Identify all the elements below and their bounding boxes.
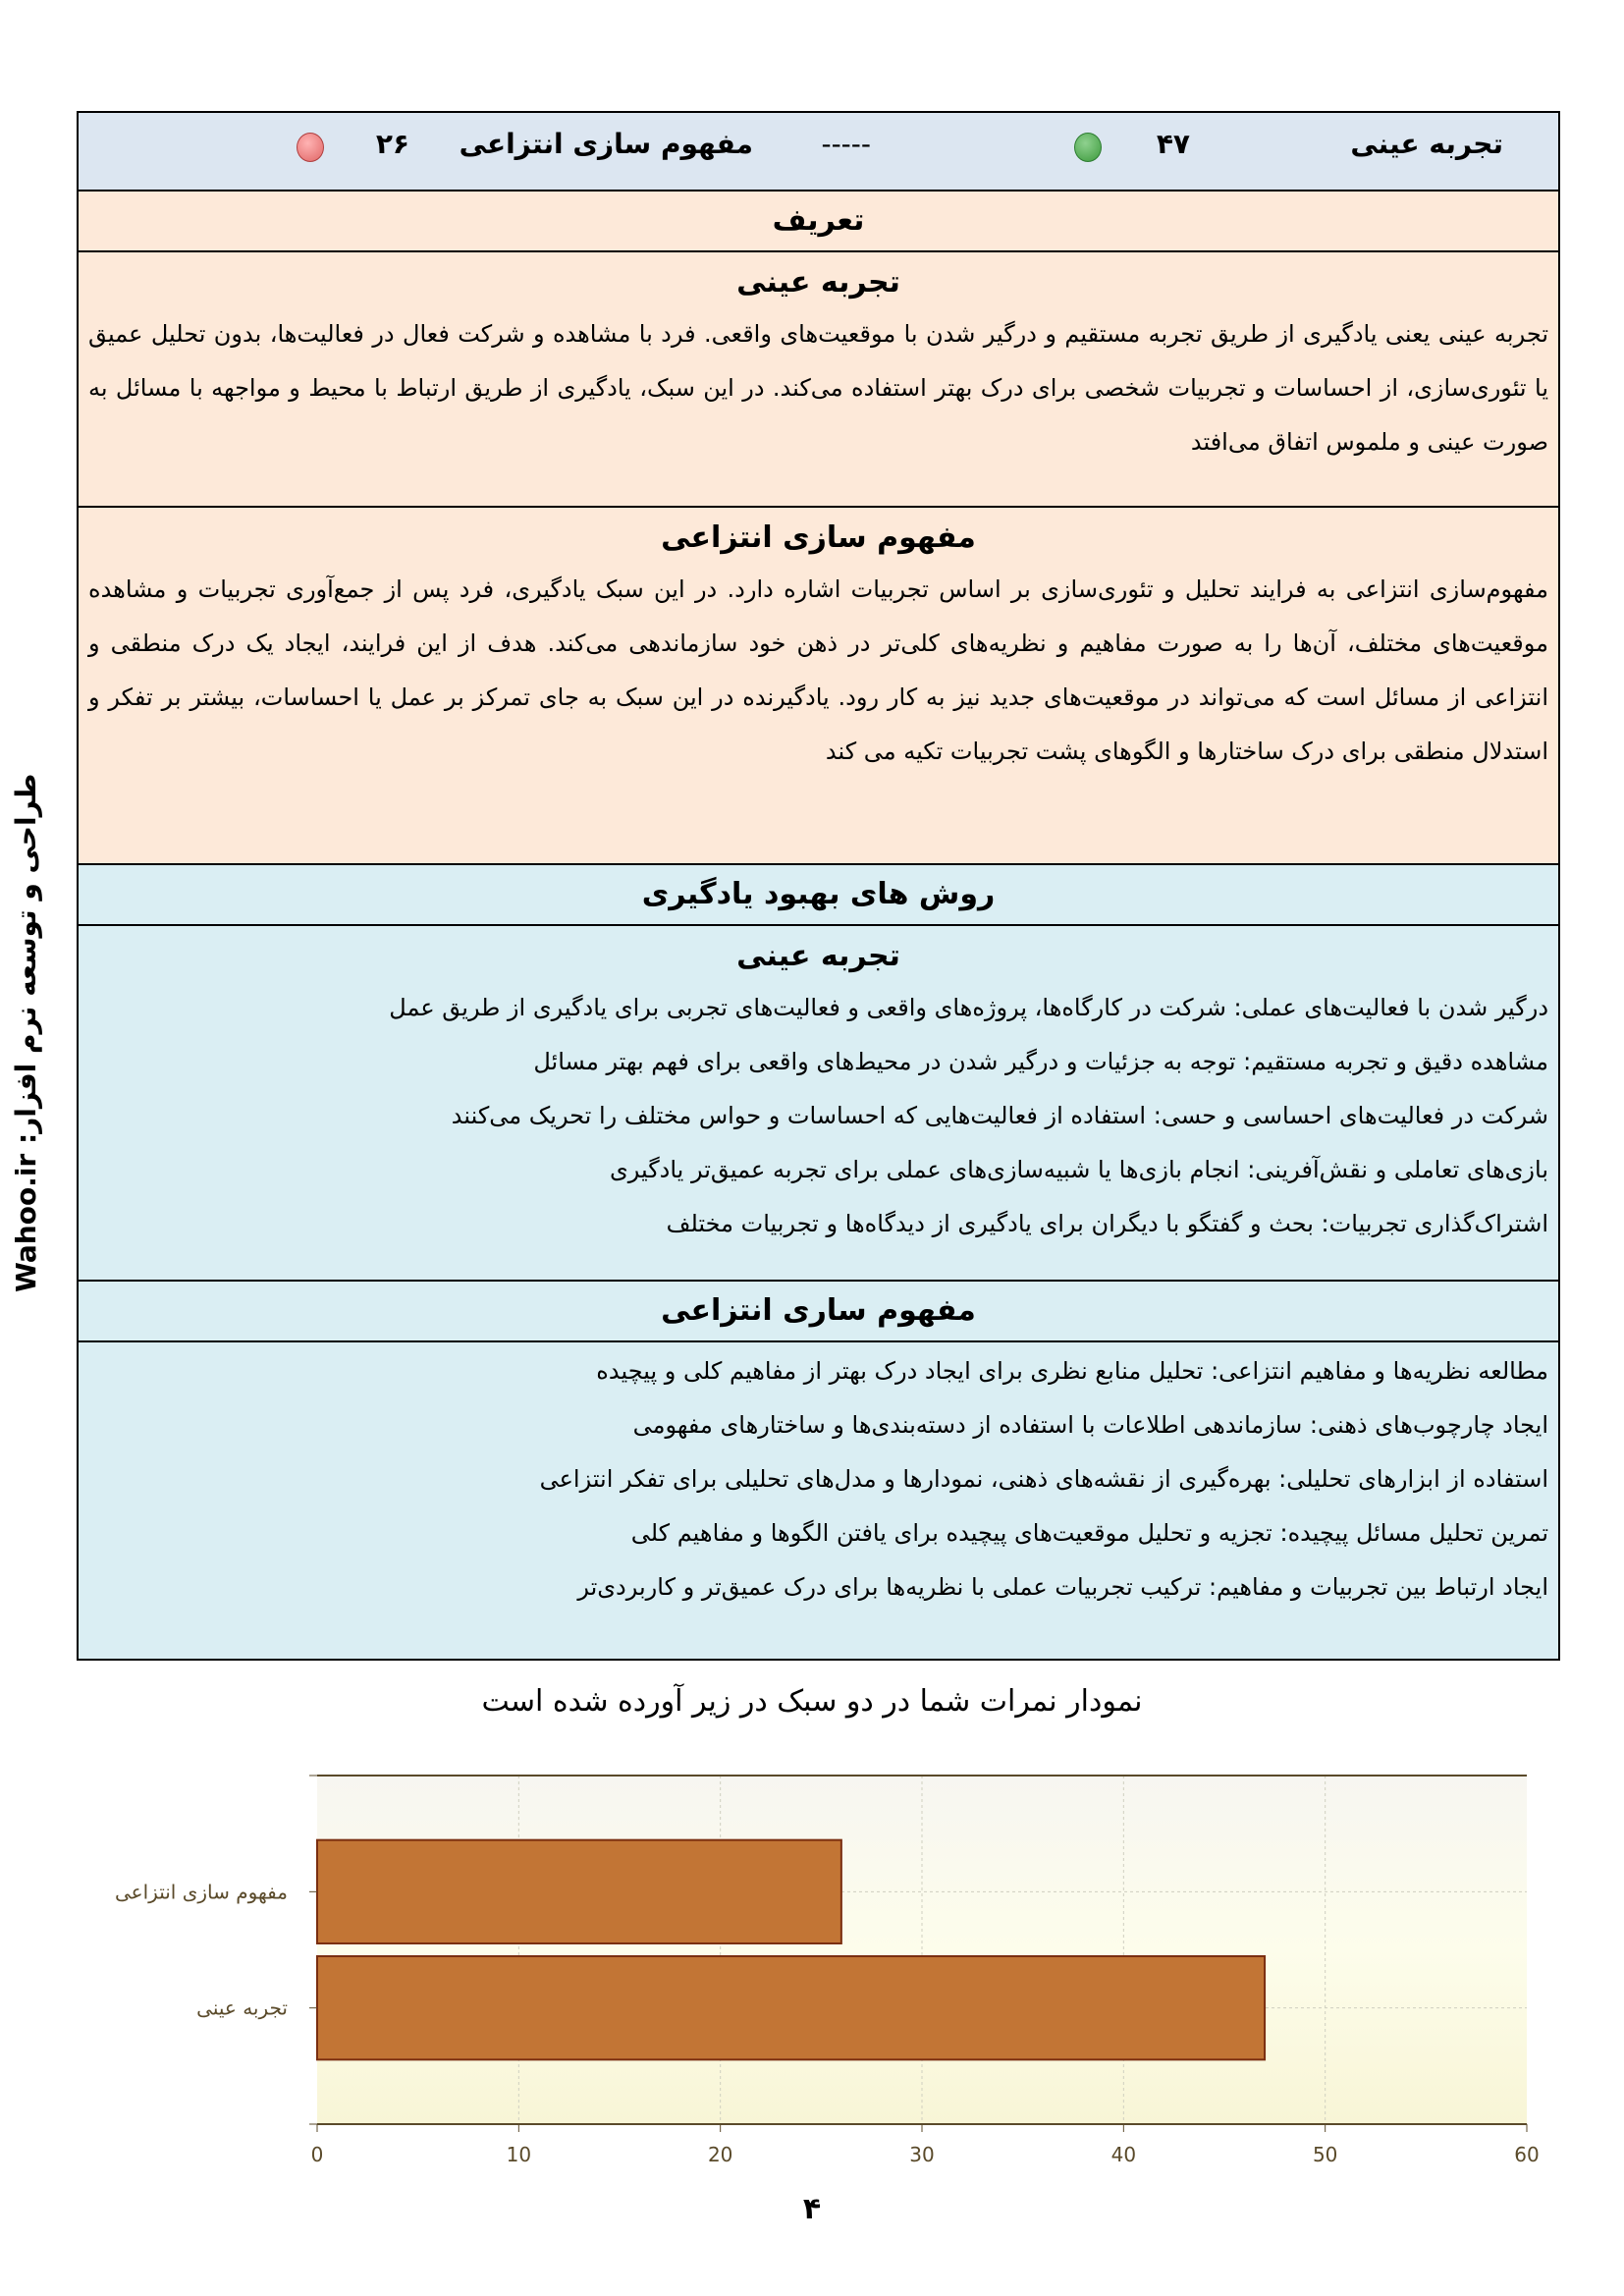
definition-concrete xyxy=(79,252,1558,508)
results-table xyxy=(77,111,1560,1661)
list-item: مشاهده دقیق و تجربه مستقیم: توجه به جزئیات و درگیر شدن در محیط‌های واقعی برای فهم بهتر مسائل xyxy=(533,1048,1548,1075)
x-tick-label: 0 xyxy=(310,2143,324,2166)
chart-title: نمودار نمرات شما در دو سبک در زیر آورده شده است xyxy=(481,1684,1143,1719)
section-heading: تجربه عینی xyxy=(736,265,900,300)
methods-concrete xyxy=(79,926,1558,1282)
list-item: مطالعه نظریه‌ها و مفاهیم انتزاعی: تحلیل منابع نظری برای ایجاد درک بهتر از مفاهیم کلی و پیچیده xyxy=(596,1357,1548,1385)
bar xyxy=(317,1956,1265,2059)
list-item: استفاده از ابزارهای تحلیلی: بهره‌گیری از نقشه‌های ذهنی، نمودارها و مدل‌های تحلیلی برای تفکر انتزاعی xyxy=(539,1465,1548,1493)
list-item: تمرین تحلیل مسائل پیچیده: تجزیه و تحلیل موقعیت‌های پیچیده برای یافتن الگوها و مفاهیم کلی xyxy=(630,1519,1548,1547)
style1-score: ۴۷ xyxy=(1156,128,1190,160)
x-tick-label: 50 xyxy=(1312,2143,1338,2166)
x-tick-label: 40 xyxy=(1110,2143,1137,2166)
separator: ----- xyxy=(821,128,871,160)
status-dot-red-icon xyxy=(297,133,324,162)
score-header xyxy=(79,113,1558,191)
y-tick-label: تجربه عینی xyxy=(196,1995,288,2020)
x-tick-label: 20 xyxy=(707,2143,733,2166)
section-heading: مفهوم سازی انتزاعی xyxy=(661,520,976,555)
list-item: درگیر شدن با فعالیت‌های عملی: شرکت در کارگاه‌ها، پروژه‌های واقعی و فعالیت‌های تجربی برای یادگیری از طریق عمل xyxy=(389,994,1548,1021)
credit-text: طراحی و توسعه نرم افزار: Wahoo.ir xyxy=(10,773,42,1292)
x-tick-label: 30 xyxy=(909,2143,935,2166)
page-number: ۴ xyxy=(802,2192,822,2226)
methods-abstract xyxy=(79,1342,1558,1659)
x-tick-label: 10 xyxy=(506,2143,532,2166)
style1-label: تجربه عینی xyxy=(1350,128,1503,160)
style2-label: مفهوم سازی انتزاعی xyxy=(459,128,753,160)
list-item: شرکت در فعالیت‌های احساسی و حسی: استفاده از فعالیت‌هایی که احساسات و حواس مختلف را تحریک می‌کنند xyxy=(451,1102,1548,1129)
list-item: بازی‌های تعاملی و نقش‌آفرینی: انجام بازی‌ها یا شبیه‌سازی‌های عملی برای تجربه عمیق‌تر یادگیری xyxy=(609,1156,1548,1183)
methods-abstract-title: مفهوم ساری انتزاعی xyxy=(79,1282,1558,1342)
section-text: تجربه عینی یعنی یادگیری از طریق تجربه مستقیم و درگیر شدن با موقعیت‌های واقعی. فرد با مشاهده و شرکت فعال در فعالیت‌ها، بدون تحلیل عمیق یا تئوری‌سازی، از احساسات و تجربیات شخصی برای درک بهتر استفاده می‌کند. در این سبک، یادگیری از طریق ارتباط با محیط و مواجهه با مسائل به صورت عینی و ملموس اتفاق می‌افتد xyxy=(88,320,1548,456)
status-dot-green-icon xyxy=(1074,133,1102,162)
list-item: اشتراک‌گذاری تجربیات: بحث و گفتگو با دیگران برای یادگیری از دیدگاه‌ها و تجربیات مختلف xyxy=(666,1210,1548,1237)
section-text: مفهوم‌سازی انتزاعی به فرایند تحلیل و تئوری‌سازی بر اساس تجربیات اشاره دارد. در این سبک یادگیری، فرد پس از جمع‌آوری تجربیات و مشاهده موقعیت‌های مختلف، آن‌ها را به صورت مفاهیم و نظریه‌های کلی‌تر در ذهن خود سازماندهی می‌کند. هدف از این فرایند، ایجاد یک درک منطقی و انتزاعی از مسائل است که می‌تواند در موقعیت‌های جدید نیز به کار رود. یادگیرنده در این سبک به جای تمرکز بر عمل یا احساسات، بیشتر بر تفکر و استدلال منطقی برای درک ساختارها و الگوهای پشت تجربیات تکیه می کند xyxy=(88,575,1548,765)
style2-score: ۲۶ xyxy=(375,128,409,160)
bar xyxy=(317,1840,841,1943)
list-item: ایجاد چارچوب‌های ذهنی: سازماندهی اطلاعات با استفاده از دسته‌بندی‌ها و ساختارهای مفهومی xyxy=(632,1411,1548,1439)
section-heading: تجربه عینی xyxy=(736,939,900,973)
definition-abstract xyxy=(79,508,1558,865)
score-chart xyxy=(0,1748,1624,2170)
list-item: ایجاد ارتباط بین تجربیات و مفاهیم: ترکیب تجربیات عملی با نظریه‌ها برای درک عمیق‌تر و کاربردی‌تر xyxy=(577,1573,1548,1601)
methods-title: روش های بهبود یادگیری xyxy=(79,865,1558,926)
y-tick-label: مفهوم سازی انتزاعی xyxy=(115,1880,288,1904)
definition-title: تعریف xyxy=(79,191,1558,252)
x-tick-label: 60 xyxy=(1514,2143,1540,2166)
